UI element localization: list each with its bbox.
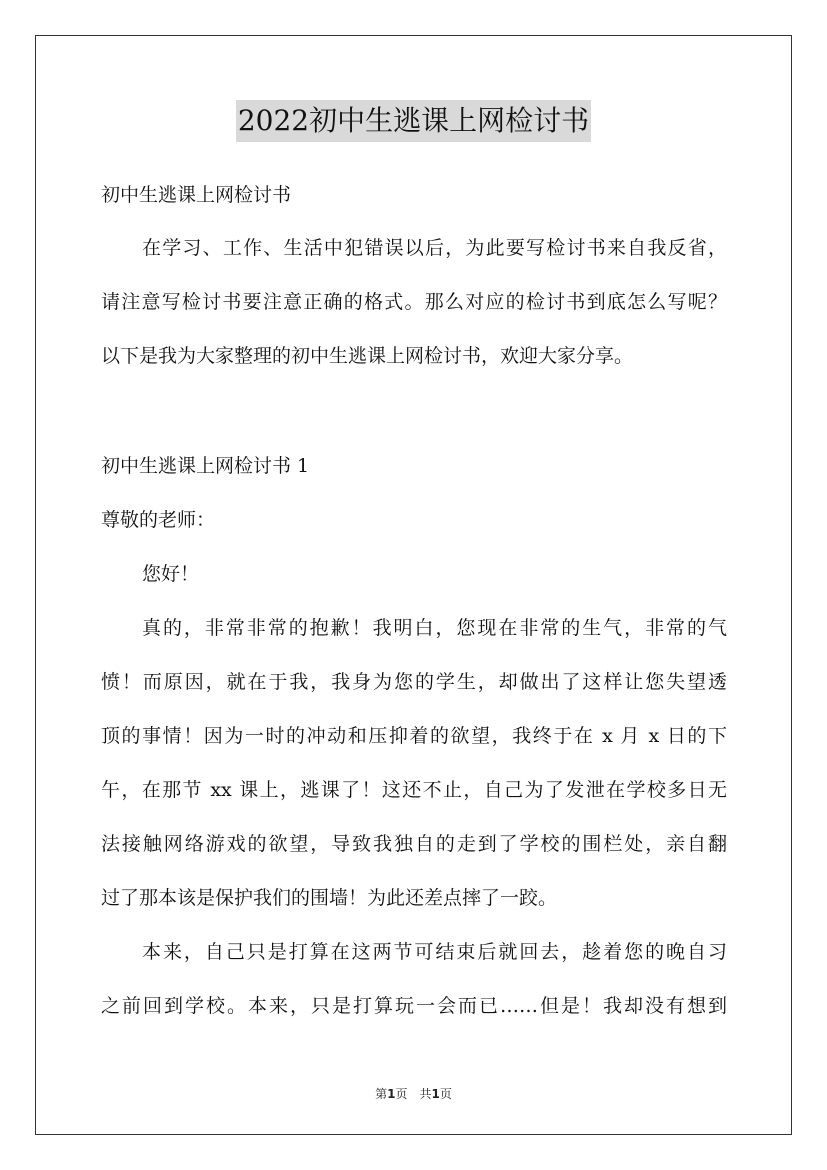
- section-heading: 初中生逃课上网检讨书 1: [101, 455, 310, 477]
- footer-page-prefix: 第: [375, 1087, 388, 1101]
- page-footer: [0, 1085, 827, 1102]
- intro-line-2: 请注意写检讨书要注意正确的格式。那么对应的检讨书到底怎么写呢？: [101, 291, 727, 313]
- footer-page-mid: 页 共: [395, 1087, 432, 1101]
- para2-line-2: 之前回到学校。本来，只是打算玩一会而已……但是！我却没有想到: [101, 995, 727, 1017]
- footer-page-suffix: 页: [439, 1087, 452, 1101]
- footer-page-total: 1: [431, 1087, 440, 1101]
- document-subtitle: 初中生逃课上网检讨书: [101, 184, 292, 206]
- intro-line-1: 在学习、工作、生活中犯错误以后，为此要写检讨书来自我反省，: [142, 237, 727, 259]
- para2-line-1: 本来，自己只是打算在这两节可结束后就回去，趁着您的晚自习: [142, 941, 727, 963]
- salutation: 尊敬的老师：: [101, 509, 216, 531]
- para1-line-5: 法接触网络游戏的欲望，导致我独自的走到了学校的围栏处，亲自翻: [101, 833, 727, 855]
- para1-line-3: 顶的事情！因为一时的冲动和压抑着的欲望，我终于在 x 月 x 日的下: [101, 725, 727, 747]
- para1-line-4: 午，在那节 xx 课上，逃课了！这还不止，自己为了发泄在学校多日无: [101, 779, 727, 801]
- greeting: 您好！: [142, 563, 200, 585]
- para1-line-6: 过了那本该是保护我们的围墙！为此还差点摔了一跤。: [101, 887, 558, 909]
- intro-line-3: 以下是我为大家整理的初中生逃课上网检讨书，欢迎大家分享。: [101, 345, 634, 367]
- para1-line-1: 真的，非常非常的抱歉！我明白，您现在非常的生气，非常的气: [142, 617, 727, 639]
- title-wrap: [0, 100, 827, 142]
- para1-line-2: 愤！而原因，就在于我，我身为您的学生，却做出了这样让您失望透: [101, 671, 727, 693]
- footer-page-number: 1: [387, 1087, 396, 1101]
- document-title: 2022初中生逃课上网检讨书: [236, 100, 591, 142]
